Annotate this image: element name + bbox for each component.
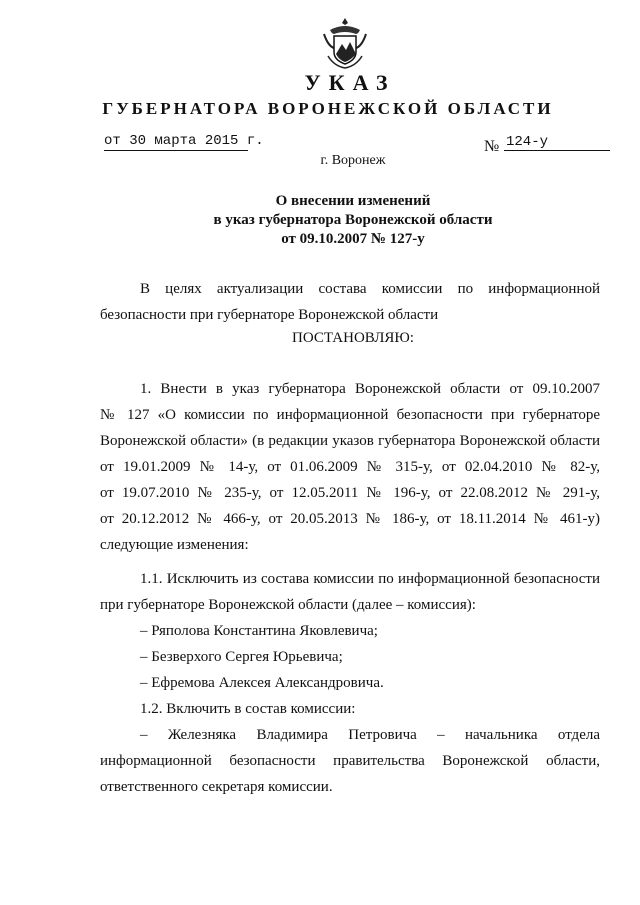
excluded-person: – Ефремова Алексея Александровича. <box>140 675 384 691</box>
item-line: от 19.01.2009 № 14-у, от 01.06.2009 № 315-у, от 02.04.2010 № 82-у, <box>100 459 600 475</box>
decree-word: ПОСТАНОВЛЯЮ: <box>292 330 414 346</box>
subject-line: О внесении изменений <box>275 193 431 209</box>
number-label: № <box>484 138 500 155</box>
subject-line: в указ губернатора Воронежской области <box>213 212 493 228</box>
item-line: информационной безопасности правительства Воронежской области, <box>100 753 600 769</box>
document-title: УКАЗ <box>304 70 396 95</box>
item-1 <box>100 376 600 558</box>
item-line: 1.1. Исключить из состава комиссии по информационной безопасности <box>140 571 600 587</box>
item-line: 1.2. Включить в состав комиссии: <box>140 701 356 717</box>
coat-of-arms-icon <box>322 16 368 70</box>
item-line: № 127 «О комиссии по информационной безопасности при губернаторе <box>100 407 600 423</box>
preamble-line: безопасности при губернаторе Воронежской области <box>100 307 439 323</box>
excluded-person: – Безверхого Сергея Юрьевича; <box>140 649 343 665</box>
item-line: следующие изменения: <box>100 537 249 553</box>
excluded-person: – Ряполова Константина Яковлевича; <box>140 623 378 639</box>
item-line: при губернаторе Воронежской области (далее – комиссия): <box>100 597 476 613</box>
preamble <box>100 276 600 328</box>
document-city: г. Воронеж <box>320 153 386 168</box>
document-subtitle: ГУБЕРНАТОРА ВОРОНЕЖСКОЙ ОБЛАСТИ <box>102 99 554 118</box>
item-line: от 20.12.2012 № 466-у, от 20.05.2013 № 186-у, от 18.11.2014 № 461-у) <box>100 511 600 527</box>
document-subject <box>0 192 640 249</box>
document-number: 124-у <box>504 134 610 151</box>
document-date: от 30 марта 2015 г. <box>104 133 264 149</box>
item-line: от 19.07.2010 № 235-у, от 12.05.2011 № 196-у, от 22.08.2012 № 291-у, <box>100 485 600 501</box>
subject-line: от 09.10.2007 № 127-у <box>281 231 425 247</box>
item-line: – Железняка Владимира Петровича – начальника отдела <box>140 727 600 743</box>
preamble-line: В целях актуализации состава комиссии по информационной <box>140 281 600 297</box>
item-line: 1. Внести в указ губернатора Воронежской области от 09.10.2007 <box>140 381 600 397</box>
item-1-2 <box>100 696 600 800</box>
item-line: Воронежской области» (в редакции указов губернатора Воронежской области <box>100 433 600 449</box>
item-line: ответственного секретаря комиссии. <box>100 779 333 795</box>
item-1-1 <box>100 566 600 696</box>
